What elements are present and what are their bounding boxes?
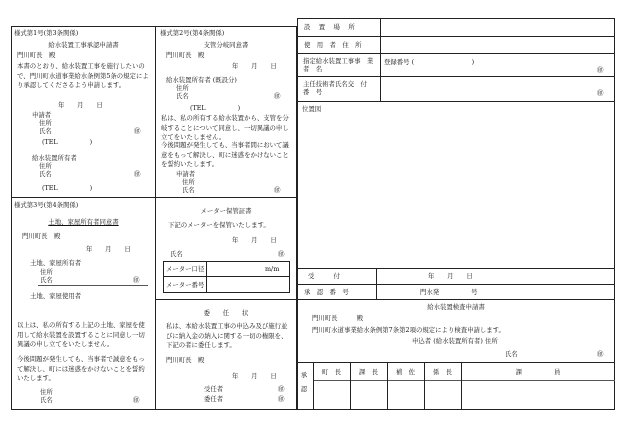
form3-title: 土地、家屋所有者同意書 [48,218,119,226]
stamp-header-assistant: 補 佐 [395,368,416,376]
delegation-agent-seal: ㊞ [278,395,285,403]
inspection-title: 給水装置検査申請書 [427,303,485,311]
form2-body2: 今後問題が発生しても、当事者間において議意をもって解決し、町に迷惑をかけないことを誓約いたします。 [161,141,289,168]
meter-table-divider [163,276,290,277]
form3-owner-label: 土地、家屋所有者 [30,259,82,267]
form1-applicant-name-label: 氏名 [39,127,52,135]
meter-table-col [206,261,207,293]
stamp-header-section-chief: 課 長 [358,368,379,376]
stamp-header-mayor: 町 長 [321,368,342,376]
form2-tel: (TEL ) [190,104,241,112]
delegation-date: 年 月 日 [232,372,277,380]
form2-date: 年 月 日 [232,62,277,70]
form2-applicant-seal: ㊞ [274,186,281,194]
form3-owner-address-label: 住所 [40,268,53,276]
form1-applicant-seal: ㊞ [134,127,141,135]
approval-top [297,284,615,285]
approval-number-label: 承 認 番 号 [304,288,349,296]
meter-date: 年 月 日 [232,236,277,244]
registration-number: 登録番号 ( ) [384,58,475,66]
meter-caliber-label: メーター口径 [166,265,205,273]
inspection-addressee: 門川町長 殿 [312,314,364,322]
row-divider-1 [297,36,615,37]
stamp-table-top [297,362,615,363]
meter-name-label: 氏名 [170,250,183,258]
row-divider-3 [297,76,615,77]
contractor-label: 指定給水装置工事事 業 者 名 [303,57,380,73]
contractor-seal: ㊞ [597,66,604,74]
receipt-label: 受 付 [308,272,340,280]
receipt-col [376,268,377,299]
form3-user-name-label: 氏名 [40,396,53,404]
chief-engineer-seal: ㊞ [597,89,604,97]
approval-number-value: 門水発 号 [420,288,478,296]
stamp-header-subsection-chief: 係 長 [432,368,453,376]
approval-bottom [297,299,615,300]
delegation-agent-label: 委任者 [204,395,224,403]
form2-header: 様式第2号(第4条関係) [160,29,225,37]
stamp-header-line [313,380,615,381]
stamp-header-staff: 課 員 [515,368,561,376]
form3-date: 年 月 日 [86,245,131,253]
form1-addressee: 門川町長 殿 [17,51,56,59]
form2-name-label: 氏名 [176,92,189,100]
user-address-label: 使 用 者 住 所 [304,41,362,49]
form2-owner-label: 給水装置所有者 (既設分) [166,76,237,84]
info-label-col [380,18,381,101]
form1-applicant-label: 申請者 [32,111,52,119]
form2-owner-seal: ㊞ [274,92,281,100]
form2-address-label: 住所 [176,84,189,92]
form3-owner-name-line [38,285,148,286]
form3-owner-seal: ㊞ [133,276,140,284]
form3-addressee: 門川町長 殿 [22,232,61,240]
meter-title: メーター保管証書 [200,207,252,215]
form3-body1: 以上は、私の所有する上記の土地、家屋を使用して給水装置を設置することに同意し一切異議の申し立てをいたしません。 [17,321,145,348]
form1-owner-label: 給水装置所有者 [32,154,77,162]
form2-applicant-label: 申請者 [176,170,196,178]
form2-applicant-name-label: 氏名 [182,186,195,194]
form1-owner-seal: ㊞ [134,170,141,178]
delegation-principal-seal: ㊞ [278,385,285,393]
form1-date: 年 月 日 [58,101,103,109]
meter-number-label: メーター番号 [166,281,205,289]
inspection-seal: ㊞ [597,350,604,358]
delegation-principal-label: 受任者 [204,385,224,393]
form1-owner-address-label: 住所 [39,162,52,170]
meter-body: 下記のメーターを保管いたします。 [168,221,270,229]
form1-owner-name-label: 氏名 [39,170,52,178]
row-divider-2 [297,53,615,54]
delegation-title: 委 任 状 [203,309,249,317]
form3-body2: 今後問題が発生しても、当事者で誠意をもって解決し、町には迷惑をかけないことを誓約いたします。 [17,355,145,382]
delegation-body: 私は、本給水装置工事の申込み及び施行並びに納入金の納入に関する一切の権限を、下記の者に委任します。 [166,322,288,349]
form1-body: 本書のとおり、給水装置工事を施行したいので、門川町水道事業給水条例第5条の規定により承認してくださるよう申請します。 [17,62,149,89]
form2-addressee: 門川町長 殿 [166,51,205,59]
form2-applicant-address-label: 住所 [182,178,195,186]
form3-user-seal: ㊞ [133,396,140,404]
inspection-body: 門川町水道事業給水条例第7条第2項の規定により検査申請します。 [312,326,505,334]
form1-header: 様式第1号(第3条関係) [14,29,79,37]
inspection-name-label: 氏名 [505,350,518,358]
inspection-applicant: 申込者 (給水装置所有者) 住所 [412,337,498,345]
form3-user-address-label: 住所 [40,388,53,396]
form3-owner-name-label: 氏名 [40,276,53,284]
meter-caliber-unit: m/m [265,265,280,273]
stamp-approval-col: 承認 [300,371,308,393]
meter-seal: ㊞ [278,250,285,258]
location-map-label: 位置図 [302,105,322,113]
row-divider-4 [297,101,615,102]
form1-applicant-address-label: 住所 [39,119,52,127]
form2-title: 支管分岐同意書 [203,41,249,49]
install-place-label: 設 置 場 所 [304,23,356,31]
receipt-date: 年 月 日 [428,272,473,280]
form2-body1: 私は、私の所有する給水装置から、支管を分岐することについて同意し、一切異議の申し立てをいたしません。 [161,114,289,141]
form1-owner-tel: (TEL ) [42,184,93,192]
form3-header: 様式第3号(第4条関係) [14,201,79,209]
delegation-addressee: 門川町長 殿 [166,356,205,364]
form1-applicant-tel: (TEL ) [42,138,93,146]
form3-user-label: 土地、家屋使用者 [30,292,82,300]
receipt-top [297,268,615,269]
form1-title: 給水装置工事承認申請書 [48,41,119,49]
chief-engineer-label: 主任技術者氏名交 付 番 号 [303,80,374,96]
